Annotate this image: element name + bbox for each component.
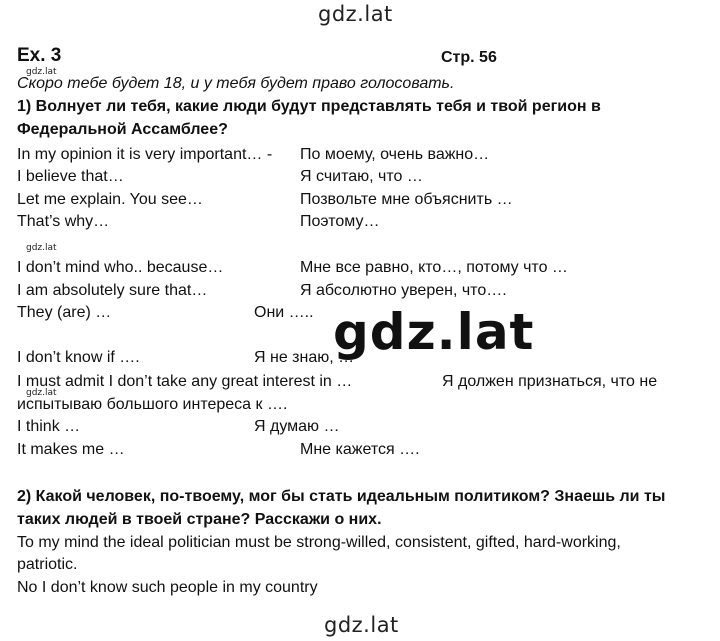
phrase-en: They (are) … — [17, 304, 112, 321]
exercise-title: Ex. 3 — [17, 45, 62, 66]
phrase-ru: По моему, очень важно… — [300, 146, 490, 163]
phrase-en: That’s why… — [17, 213, 110, 230]
watermark-small: gdz.lat — [26, 67, 57, 77]
phrase-ru: Они ….. — [254, 304, 314, 321]
question-2-line-2: таких людей в твоей стране? Расскажи о них. — [17, 511, 382, 528]
phrase-ru: Мне все равно, кто…, потому что … — [300, 259, 568, 276]
question-1-line-1: 1) Волнует ли тебя, какие люди будут представлять тебя и твой регион в — [17, 98, 601, 115]
intro-text: Скоро тебе будет 18, и у тебя будет право голосовать. — [17, 75, 455, 92]
answer-2-line-2: patriotic. — [17, 556, 78, 573]
phrase-ru: Мне кажется …. — [300, 441, 420, 458]
phrase-ru: Поэтому… — [300, 213, 380, 230]
phrase-en: It makes me … — [17, 441, 125, 458]
question-2-line-1: 2) Какой человек, по-твоему, мог бы стать идеальным политиком? Знаешь ли ты — [17, 488, 666, 505]
phrase-en: I think … — [17, 418, 81, 435]
question-1-line-2: Федеральной Ассамблее? — [17, 121, 228, 138]
phrase-ru-continued: испытываю большого интереса к …. — [17, 396, 288, 413]
watermark-top: gdz.lat — [318, 2, 393, 26]
phrase-en: I don’t mind who.. because… — [17, 259, 224, 276]
phrase-ru: Я считаю, что … — [300, 168, 423, 185]
phrase-ru: Я абсолютно уверен, что…. — [300, 282, 507, 299]
phrase-ru: Я думаю … — [254, 418, 340, 435]
phrase-en: I don’t know if …. — [17, 349, 140, 366]
phrase-en: Let me explain. You see… — [17, 191, 203, 208]
watermark-small: gdz.lat — [26, 243, 57, 253]
phrase-en: I am absolutely sure that… — [17, 282, 208, 299]
answer-2-line-3: No I don’t know such people in my country — [17, 579, 318, 596]
watermark-bottom: gdz.lat — [324, 613, 399, 637]
phrase-en: I believe that… — [17, 168, 124, 185]
phrase-ru: Я не знаю, … — [254, 349, 355, 366]
answer-2-line-1: To my mind the ideal politician must be strong-willed, consistent, gifted, hard-working, — [17, 534, 621, 551]
phrase-en: In my opinion it is very important… - — [17, 146, 273, 163]
watermark-small: gdz.lat — [26, 388, 57, 398]
phrase-ru: Позвольте мне объяснить … — [300, 191, 513, 208]
phrase-ru: Я должен признаться, что не — [442, 373, 658, 390]
page-number: Стр. 56 — [441, 49, 497, 66]
watermark-center: gdz.lat — [333, 303, 535, 361]
phrase-en: I must admit I don’t take any great interest in … — [17, 373, 353, 390]
